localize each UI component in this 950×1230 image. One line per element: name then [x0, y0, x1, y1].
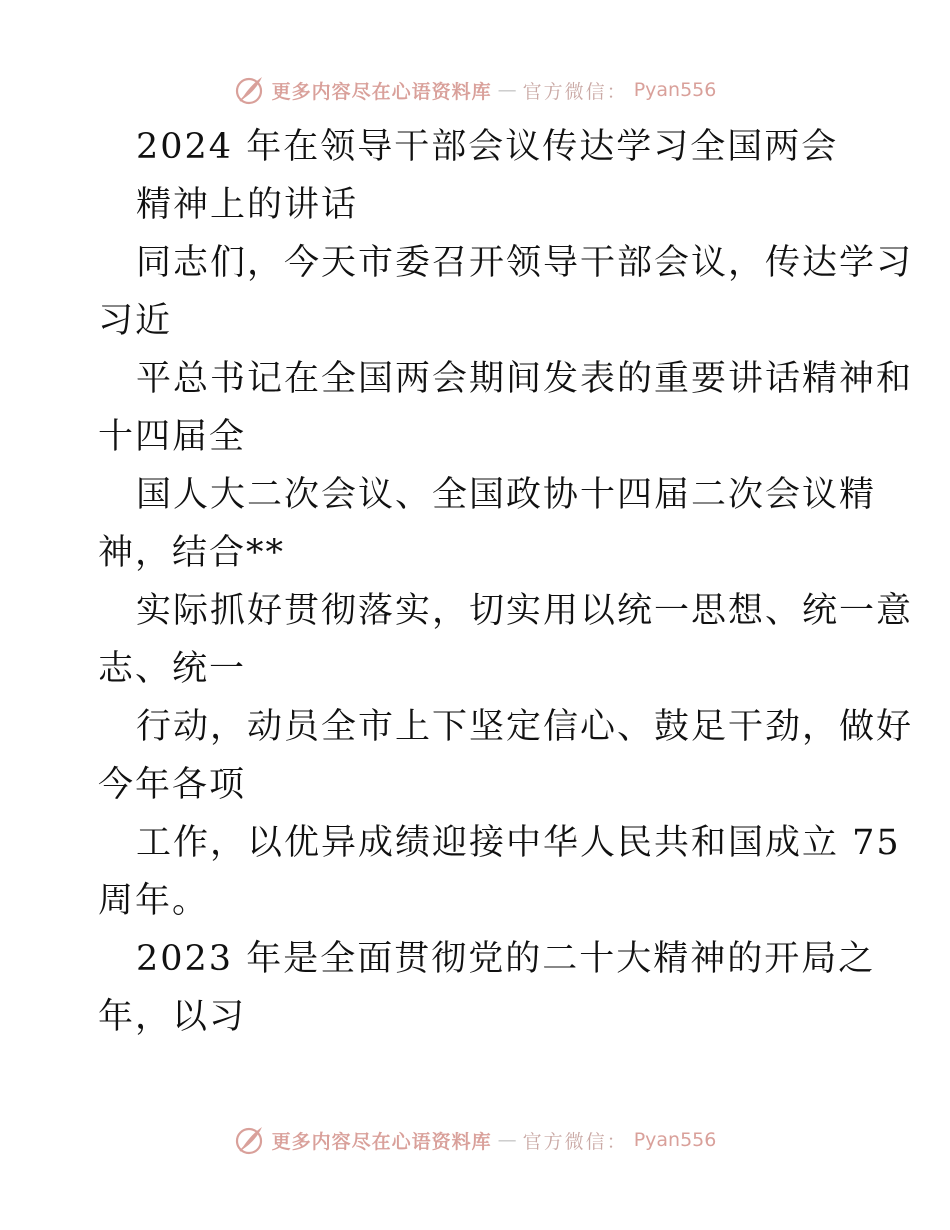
body-line: 神，结合** — [98, 533, 286, 573]
watermark-wechat-label: 官方微信： — [522, 1130, 628, 1153]
body-line: 今年各项 — [98, 765, 247, 805]
quill-logo-icon — [234, 1124, 266, 1156]
watermark-text: 更多内容尽在心语资料库 — [271, 1130, 492, 1153]
footer-watermark — [0, 1120, 950, 1160]
watermark-wechat-id: Pyan556 — [633, 1129, 717, 1151]
body-line: 国人大二次会议、全国政协十四届二次会议精 — [136, 475, 877, 515]
document-title-line-2: 精神上的讲话 — [136, 185, 359, 225]
body-line: 行动，动员全市上下坚定信心、鼓足干劲，做好 — [136, 707, 914, 747]
body-line: 周年。 — [98, 881, 210, 921]
header-watermark — [0, 70, 950, 110]
watermark-dash: — — [497, 1129, 517, 1151]
body-line: 实际抓好贯彻落实，切实用以统一思想、统一意 — [136, 591, 914, 631]
watermark-wechat-label: 官方微信： — [522, 80, 628, 103]
body-line: 平总书记在全国两会期间发表的重要讲话精神和 — [136, 359, 914, 399]
body-line: 工作，以优异成绩迎接中华人民共和国成立 75 — [136, 823, 901, 863]
body-line: 同志们，今天市委召开领导干部会议，传达学习 — [136, 243, 914, 283]
quill-logo-icon — [234, 74, 266, 106]
body-line: 十四届全 — [98, 417, 247, 457]
body-line: 习近 — [98, 301, 173, 341]
body-line: 志、统一 — [98, 649, 247, 689]
watermark-text: 更多内容尽在心语资料库 — [271, 80, 492, 103]
body-line: 年，以习 — [98, 997, 247, 1037]
document-title-line-1: 2024 年在领导干部会议传达学习全国两会 — [136, 127, 839, 167]
watermark-wechat-id: Pyan556 — [633, 79, 717, 101]
watermark-dash: — — [497, 79, 517, 101]
body-line: 2023 年是全面贯彻党的二十大精神的开局之 — [136, 939, 876, 979]
